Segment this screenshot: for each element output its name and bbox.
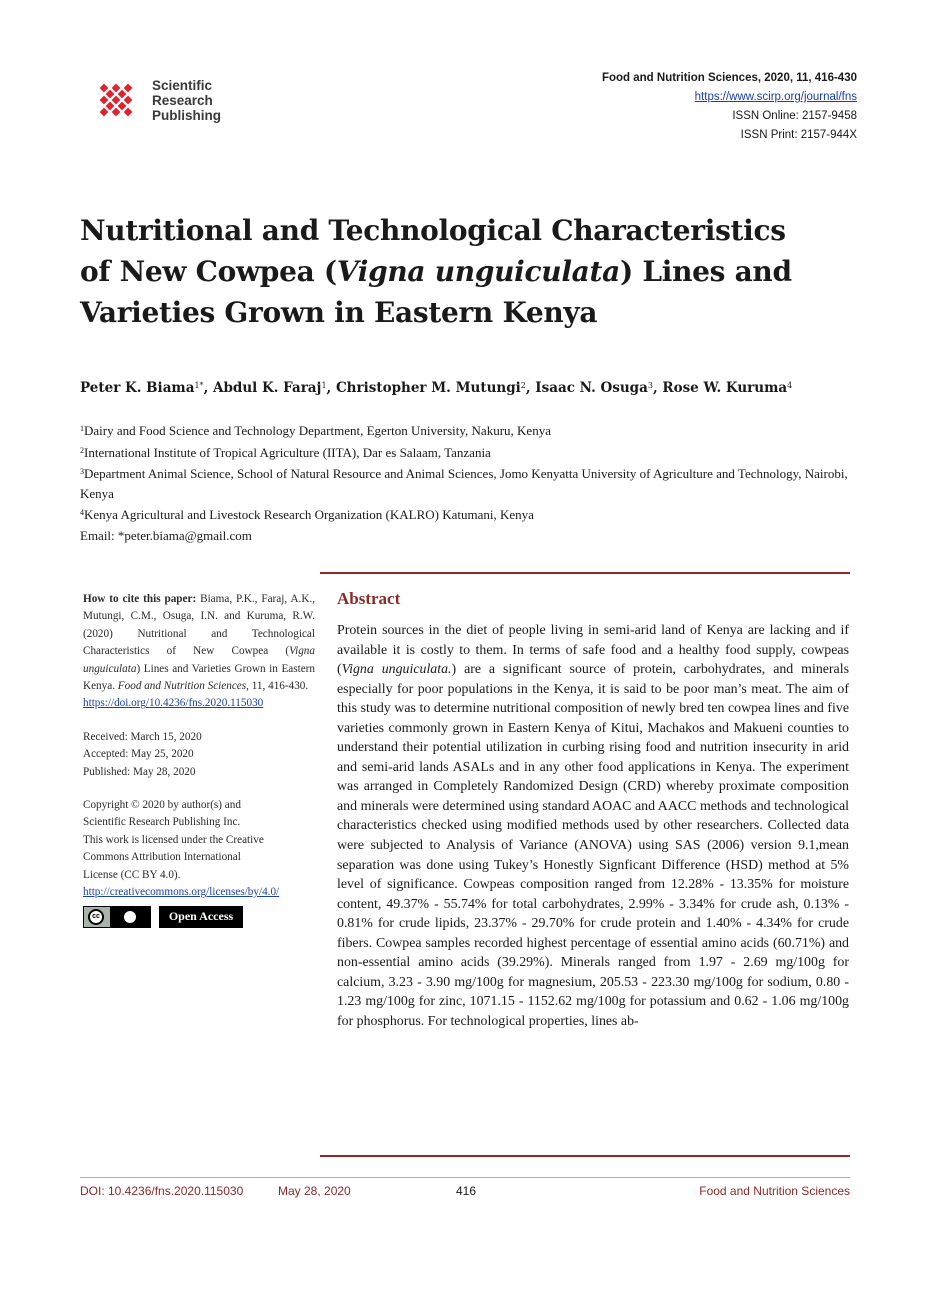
accepted-date: Accepted: May 25, 2020 [83, 748, 194, 761]
affiliation-4 [80, 503, 870, 525]
by-icon [110, 907, 150, 927]
footer-doi: DOI: 10.4236/fns.2020.115030 [80, 1184, 244, 1198]
copyright-line: Copyright © 2020 by author(s) and [83, 799, 241, 812]
footer-journal: Food and Nutrition Sciences [699, 1184, 850, 1198]
logo-line-2: Research [152, 93, 213, 108]
logo-square [106, 90, 115, 99]
abstract-species-italic: Vigna unguiculata. [341, 662, 452, 678]
copyright-line: Scientific Research Publishing Inc. [83, 816, 241, 829]
affiliation-text: Dairy and Food Science and Technology Department, Egerton University, Nakuru, Kenya [84, 423, 551, 438]
affiliation-sup: 1 [80, 424, 84, 433]
received-date: Received: March 15, 2020 [83, 730, 202, 743]
logo-square [112, 96, 121, 105]
license-url-link[interactable]: http://creativecommons.org/licenses/by/4.0/ [83, 886, 280, 899]
logo-square [112, 108, 121, 117]
author-sup: 2 [520, 381, 526, 390]
cite-text: ) Lines and Varieties Grown in Eastern Kenya. [83, 662, 315, 693]
logo-square [124, 84, 133, 93]
logo-line-3: Publishing [152, 108, 221, 123]
title-species-italic: Vigna unguiculata [336, 255, 620, 288]
affiliation-text: Department Animal Science, School of Natural Resource and Animal Sciences, Jomo Kenyatta University of Agriculture and Technology, Nairobi, Kenya [80, 466, 848, 501]
author-name: Abdul K. Faraj [212, 380, 322, 396]
abstract-heading: Abstract [337, 589, 401, 608]
published-date: Published: May 28, 2020 [83, 765, 196, 778]
cite-species-italic: Vigna unguiculata [83, 645, 315, 675]
journal-citation: Food and Nutrition Sciences, 2020, 11, 416-430 [601, 72, 857, 84]
logo-square [100, 108, 109, 117]
cite-journal-italic: Food and Nutrition Sciences [117, 680, 247, 693]
cite-text: , 11, 416-430. [246, 680, 309, 693]
abstract-bottom-rule [320, 1155, 850, 1157]
cite-text: Biama, P.K., Faraj, A.K., Mutungi, C.M., Osuga, I.N. and Kuruma, R.W. (2020) Nutritional and Technological Characteristics of New Cowpea ( [83, 593, 315, 658]
logo-square [100, 84, 109, 93]
abstract-top-rule [320, 572, 850, 574]
affiliation-text: Kenya Agricultural and Livestock Research Organization (KALRO) Katumani, Kenya [84, 507, 534, 522]
footer-date: May 28, 2020 [278, 1184, 351, 1198]
license-badges [83, 906, 315, 928]
logo-square [100, 96, 109, 105]
author-sup: 1 [321, 381, 327, 390]
journal-url-link[interactable]: https://www.scirp.org/journal/fns [694, 91, 857, 103]
issn-online: ISSN Online: 2157-9458 [732, 110, 857, 122]
author-sup: 1* [194, 381, 204, 390]
cite-doi-link[interactable]: https://doi.org/10.4236/fns.2020.115030 [83, 697, 264, 710]
license-line: License (CC BY 4.0). [83, 868, 181, 881]
title-line-3: Varieties Grown in Eastern Kenya [80, 296, 598, 329]
affiliation-sup: 4 [80, 508, 84, 517]
author-name: Peter K. Biama [80, 380, 195, 396]
abstract-body [337, 621, 849, 1031]
paper-title [80, 210, 840, 333]
author-name: Christopher M. Mutungi [335, 380, 521, 396]
corresponding-email: Email: *peter.biama@gmail.com [80, 527, 252, 543]
logo-line-1: Scientific [152, 78, 213, 93]
logo-square [124, 96, 133, 105]
issn-print: ISSN Print: 2157-944X [740, 129, 857, 141]
affiliation-text: International Institute of Tropical Agriculture (IITA), Dar es Salaam, Tanzania [84, 444, 491, 460]
affiliation-sup: 2 [80, 445, 84, 455]
cite-label: How to cite this paper: [83, 593, 197, 605]
affiliation-sup: 3 [80, 467, 84, 476]
cc-icon: cc [88, 909, 104, 925]
title-line-2-pre: of New Cowpea ( [80, 255, 337, 288]
sidebar [83, 591, 315, 928]
author-name: Rose W. Kuruma [662, 380, 788, 396]
affiliation-1 [80, 419, 870, 441]
logo-square [124, 108, 133, 117]
license-line: This work is licensed under the Creative [83, 833, 264, 846]
title-line-1: Nutritional and Technological Characteristics [80, 214, 786, 247]
publisher-logo-icon [84, 68, 148, 132]
logo-square [118, 90, 127, 99]
logo-square [106, 102, 115, 111]
citation-block [83, 591, 315, 713]
abstract-text: ) are a significant source of protein, carbohydrates, and minerals especially for poor populations in the Kenya, it is said to be poor man’s meat. The aim of this study was to determine nutritional composition of newly bred ten cowpea lines and five varieties commonly grown in Eastern Kenya of Kitui, Machakos and Makueni counties to understand their potential utilization in curbing rising food and nutrition insecurity in arid and semi-arid lands ASALs and in any other food applications in Kenya. The experiment was arranged in Completely Randomized Design (CRD) whereby proximate composition and minerals were determined using standard AOAC and AACC methods and technological characteristics checked using modified methods used by other researchers. Collected data were subjected to Analysis of Variance (ANOVA) using SAS (2006) version 9.1,mean separation was done using Tukey’s Honestly Signficant Difference (HSD) method at 5% level of significance. Cowpeas composition ranged from 12.28% - 13.35% for moisture content, 49.37% - 55.74% for total carbohydrates, 2.99% - 3.34% for crude ash, 0.13% - 0.81% for crude lipids, 23.37% - 29.70% for crude protein and 1.40% - 4.34% for crude fibers. Cowpea samples recorded highest percentage of essential amino acids (60.71%) and non-essential amino acids (39.29%). Minerals ranged from 1.97 - 2.69 mg/100g for calcium, 3.23 - 3.90 mg/100g for magnesium, 205.53 - 223.30 mg/100g for sodium, 0.80 - 1.23 mg/100g for zinc, 1071.15 - 1152.62 mg/100g for potassium and 0.62 - 1.06 mg/100g for phosphorus. For technological properties, lines ab- [337, 662, 849, 1029]
title-line-2-post: ) Lines and [619, 255, 792, 288]
author-name: Isaac N. Osuga [535, 380, 648, 396]
affiliations [80, 419, 870, 545]
author-sup: 4 [787, 381, 793, 390]
page-number: 416 [456, 1184, 477, 1198]
affiliation-3 [80, 462, 870, 503]
logo-square [118, 102, 127, 111]
footer-rule [80, 1177, 850, 1178]
license-line: Commons Attribution International [83, 851, 241, 864]
author-list: Peter K. Biama$^{1*}$, Abdul K. Faraj$^1$, Christopher M. Mutungi$^2$, Isaac N. Osuga$^3$, Rose W. Kuruma$^4$ [80, 380, 793, 396]
logo-square [112, 84, 121, 93]
journal-info [602, 69, 857, 145]
affiliation-2 [80, 441, 870, 463]
open-access-badge: Open Access [159, 906, 243, 928]
abstract-text: Protein sources in the diet of people living in semi-arid land of Kenya are lacking and if available it is costly to them. In terms of safe food and a healthy food supply, cowpeas ( [337, 623, 849, 678]
publisher-logo [84, 68, 244, 136]
author-sup: 3 [647, 381, 653, 390]
cc-by-badge[interactable] [83, 906, 151, 928]
